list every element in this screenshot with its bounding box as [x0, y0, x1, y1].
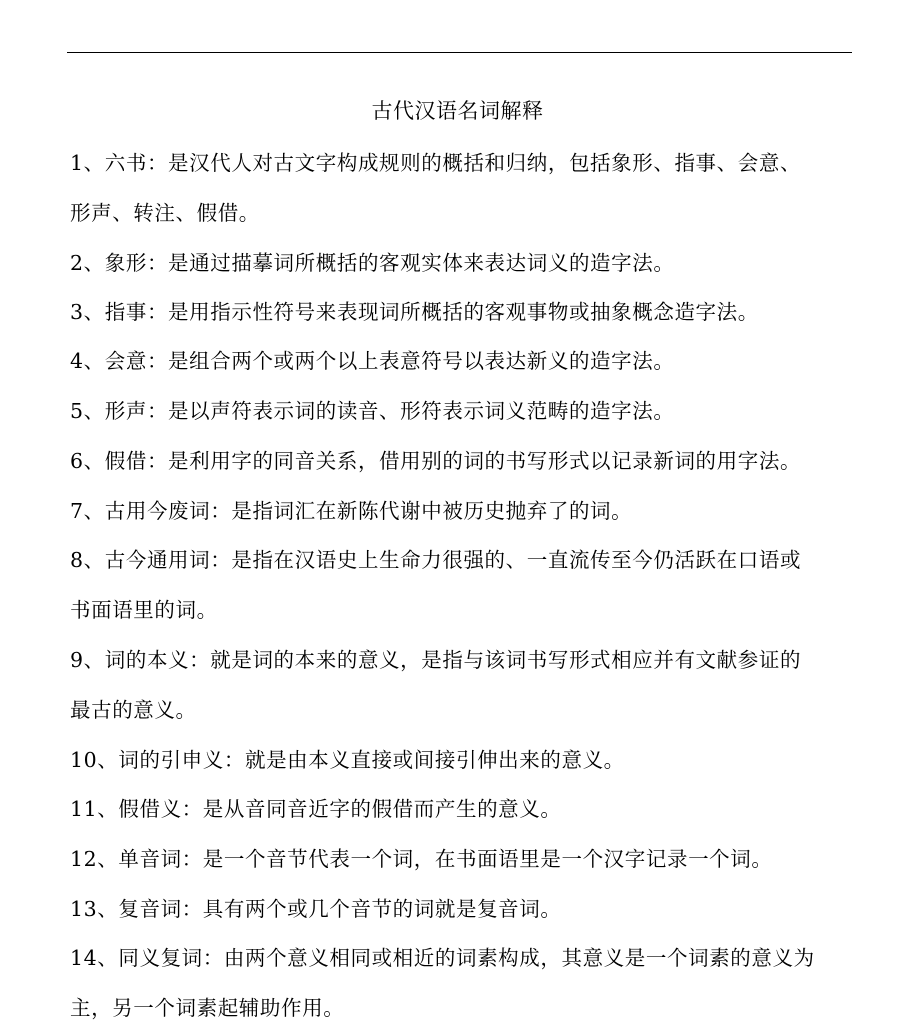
entry-line-2: 2、象形：是通过描摹词所概括的客观实体来表达词义的造字法。	[70, 251, 675, 275]
header-rule	[67, 52, 852, 53]
entry-line-1-cont: 形声、转注、假借。	[70, 201, 260, 225]
entry-line-14: 14、同义复词：由两个意义相同或相近的词素构成，其意义是一个词素的意义为	[70, 946, 815, 970]
entry-line-5: 5、形声：是以声符表示词的读音、形符表示词义范畴的造字法。	[70, 399, 675, 423]
entry-line-13: 13、复音词：具有两个或几个音节的词就是复音词。	[70, 897, 562, 921]
entry-line-3: 3、指事：是用指示性符号来表现词所概括的客观事物或抽象概念造字法。	[70, 300, 759, 324]
entry-line-14-cont: 主，另一个词素起辅助作用。	[70, 996, 345, 1020]
entry-line-7: 7、古用今废词：是指词汇在新陈代谢中被历史抛弃了的词。	[70, 499, 633, 523]
entry-line-8-cont: 书面语里的词。	[70, 598, 218, 622]
entry-line-8: 8、古今通用词：是指在汉语史上生命力很强的、一直流传至今仍活跃在口语或	[70, 548, 802, 572]
entry-line-9: 9、词的本义：就是词的本来的意义，是指与该词书写形式相应并有文献参证的	[70, 648, 802, 672]
entry-line-1: 1、六书：是汉代人对古文字构成规则的概括和归纳，包括象形、指事、会意、	[70, 151, 802, 175]
entry-line-4: 4、会意：是组合两个或两个以上表意符号以表达新义的造字法。	[70, 349, 675, 373]
entry-line-12: 12、单音词：是一个音节代表一个词，在书面语里是一个汉字记录一个词。	[70, 847, 773, 871]
entry-line-10: 10、词的引申义：就是由本义直接或间接引伸出来的意义。	[70, 748, 625, 772]
entry-line-11: 11、假借义：是从音同音近字的假借而产生的意义。	[70, 797, 562, 821]
entry-line-9-cont: 最古的意义。	[70, 698, 197, 722]
entry-line-6: 6、假借：是利用字的同音关系，借用别的词的书写形式以记录新词的用字法。	[70, 449, 802, 473]
page-title: 古代汉语名词解释	[371, 99, 544, 123]
